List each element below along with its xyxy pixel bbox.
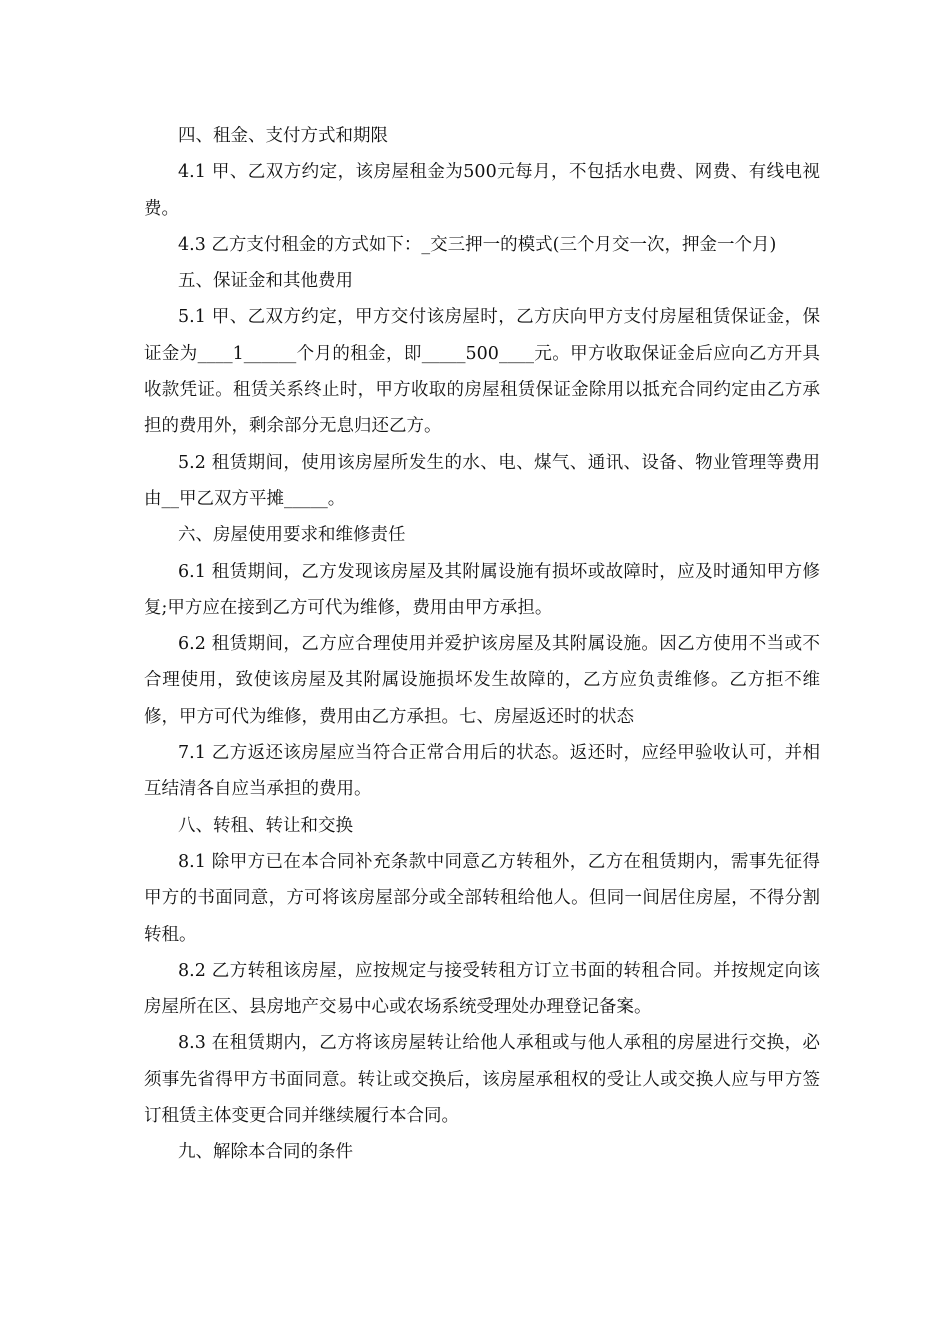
section-heading-sublease: 八、转租、转让和交换 [178,815,353,836]
clause-8-3: 8.3 在租赁期内，乙方将该房屋转让给他人承租或与他人承租的房屋进行交换，必须事先省得甲方书面同意。转让或交换后，该房屋承租权的受让人或交换人应与甲方签订租赁主体变更合同并继续履行本合同。 [144,1033,820,1127]
clause-5-2: 5.2 租赁期间，使用该房屋所发生的水、电、煤气、通讯、设备、物业管理等费用由__甲乙双方平摊_____。 [144,452,820,509]
section-heading-deposit: 五、保证金和其他费用 [178,271,353,292]
clause-7-1: 7.1 乙方返还该房屋应当符合正常合用后的状态。返还时，应经甲验收认可，并相互结清各自应当承担的费用。 [144,743,820,800]
clause-4-3: 4.3 乙方支付租金的方式如下：_交三押一的模式(三个月交一次，押金一个月) [178,234,777,255]
clause-8-1: 8.1 除甲方已在本合同补充条款中同意乙方转租外，乙方在租赁期内，需事先征得甲方的书面同意，方可将该房屋部分或全部转租给他人。但同一间居住房屋，不得分割转租。 [144,851,820,945]
clause-6-2: 6.2 租赁期间，乙方应合理使用并爱护该房屋及其附属设施。因乙方使用不当或不合理使用，致使该房屋及其附属设施损坏发生故障的，乙方应负责维修。乙方拒不维修，甲方可代为维修，费用由乙方承担。七、房屋返还时的状态 [144,634,820,727]
document-page [144,118,820,1171]
clause-6-1: 6.1 租赁期间，乙方发现该房屋及其附属设施有损坏或故障时，应及时通知甲方修复;甲方应在接到乙方可代为维修，费用由甲方承担。 [144,561,820,618]
section-heading-rent: 四、租金、支付方式和期限 [178,126,388,146]
section-heading-termination: 九、解除本合同的条件 [178,1142,353,1163]
section-heading-maintenance: 六、房屋使用要求和维修责任 [178,525,406,546]
clause-8-2: 8.2 乙方转租该房屋，应按规定与接受转租方订立书面的转租合同。并按规定向该房屋所在区、县房地产交易中心或农场系统受理处办理登记备案。 [144,960,820,1018]
clause-5-1: 5.1 甲、乙双方约定，甲方交付该房屋时，乙方庆向甲方支付房屋租赁保证金，保证金为____1______个月的租金，即_____500____元。甲方收取保证金后应向乙方开具收款凭证。租赁关系终止时，甲方收取的房屋租赁保证金除用以抵充合同约定由乙方承担的费用外，剩余部分无息归还乙方。 [144,307,820,437]
clause-4-1: 4.1 甲、乙双方约定，该房屋租金为500元每月，不包括水电费、网费、有线电视费。 [144,162,820,219]
